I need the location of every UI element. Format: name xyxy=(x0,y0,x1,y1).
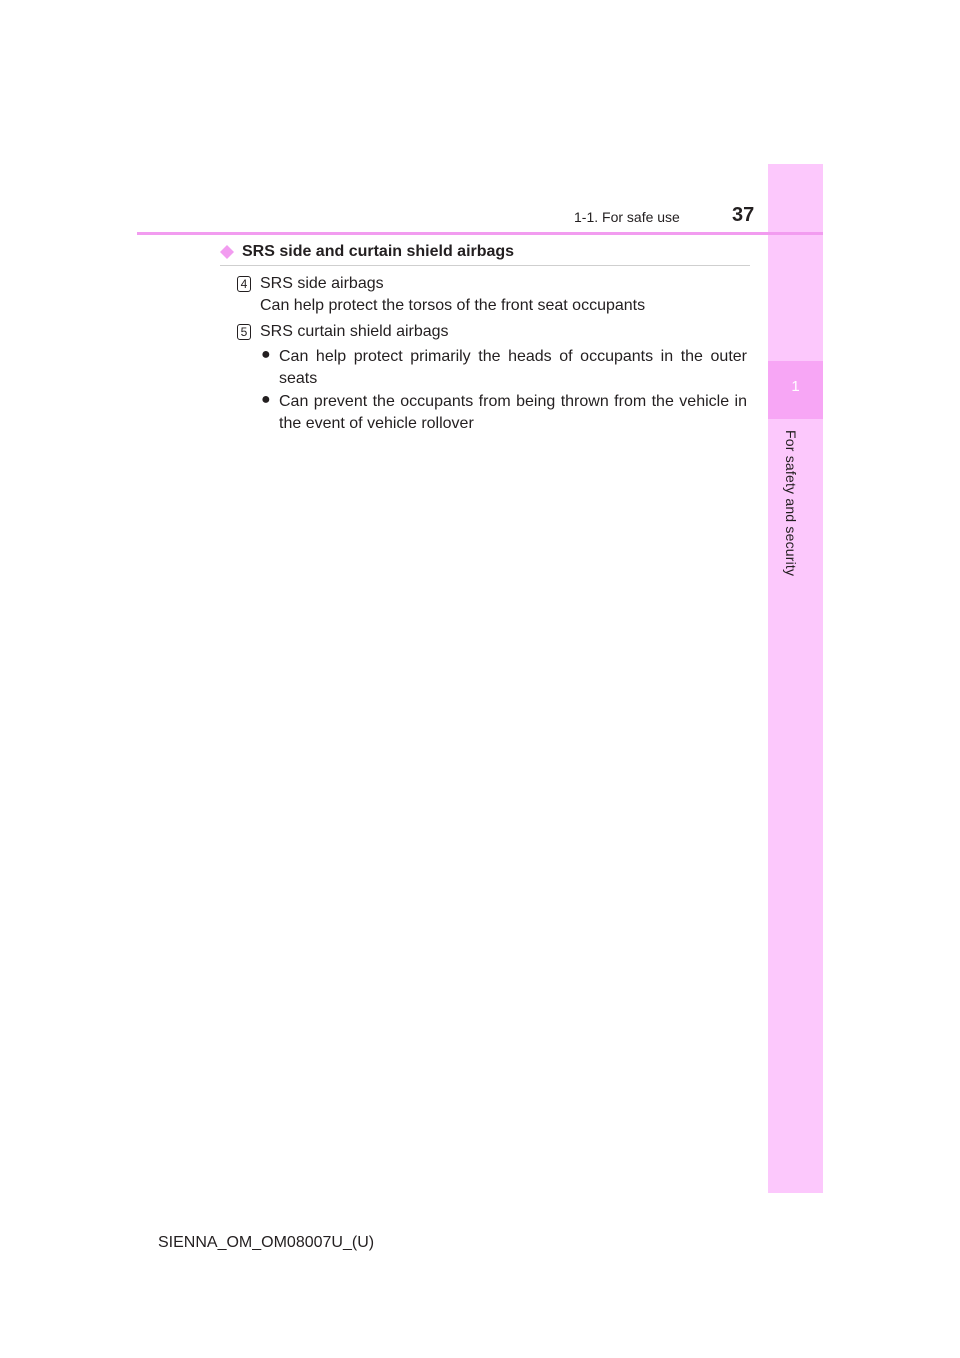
bullet-icon: ● xyxy=(261,346,271,363)
diamond-icon xyxy=(220,245,234,259)
side-tab xyxy=(768,164,823,1193)
bullet-icon: ● xyxy=(261,391,271,408)
chapter-number: 1 xyxy=(791,378,800,395)
footer-doc-id: SIENNA_OM_OM08007U_(U) xyxy=(158,1234,375,1251)
section-heading xyxy=(220,243,514,261)
bullet-text: Can prevent the occupants from being thrown from the vehicle in the event of vehicle rollover xyxy=(279,393,747,432)
item-badge-4: 4 xyxy=(237,276,251,292)
item-description-side-airbags: Can help protect the torsos of the front seat occupants xyxy=(260,297,646,314)
item-badge-5: 5 xyxy=(237,324,251,340)
chapter-title: For safety and security xyxy=(783,430,799,577)
section-heading-text: SRS side and curtain shield airbags xyxy=(242,243,515,260)
item-title-curtain-airbags: SRS curtain shield airbags xyxy=(260,323,449,340)
bullet-text: Can help protect primarily the heads of occupants in the outer seats xyxy=(279,348,747,387)
header-rule xyxy=(137,232,823,235)
header-section-title: 1-1. For safe use xyxy=(574,209,680,225)
heading-rule xyxy=(220,265,750,266)
item-title-side-airbags: SRS side airbags xyxy=(260,275,384,292)
page-number: 37 xyxy=(732,204,755,226)
